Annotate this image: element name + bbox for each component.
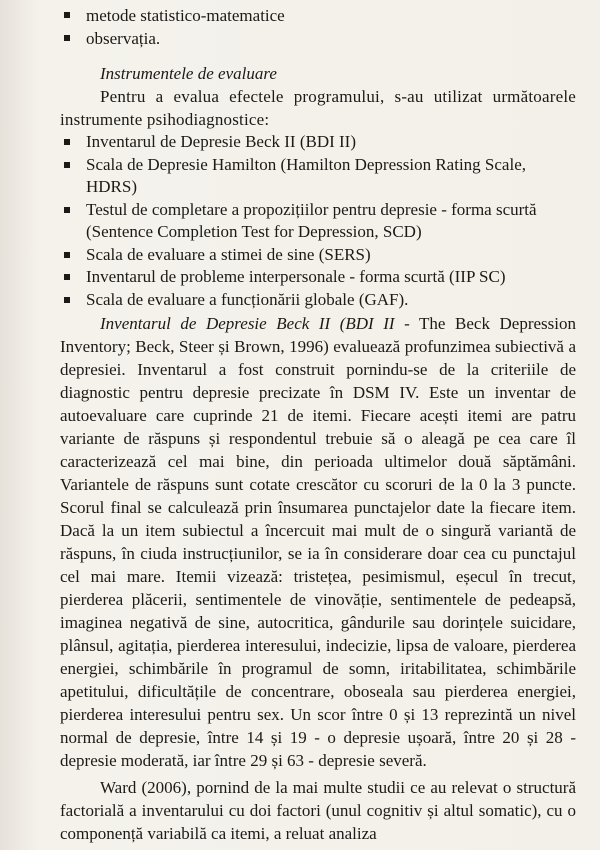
- list-item: Scala de evaluare a stimei de sine (SERS): [60, 244, 576, 267]
- bullet-icon: [64, 139, 70, 145]
- list-item: Scala de Depresie Hamilton (Hamilton Depression Rating Scale, HDRS): [60, 154, 576, 199]
- bdi-title: Inventarul de Depresie Beck II (BDI II: [100, 314, 395, 333]
- instruments-list: [60, 131, 576, 311]
- list-item: Inventarul de Depresie Beck II (BDI II): [60, 131, 576, 154]
- bullet-icon: [64, 274, 70, 280]
- list-item: Testul de completare a propozițiilor pentru depresie - forma scurtă (Sentence Completion Test for Depression, SCD): [60, 199, 576, 244]
- bdi-paragraph: [60, 312, 576, 772]
- list-item: Inventarul de probleme interpersonale - forma scurtă (IIP SC): [60, 266, 576, 289]
- methods-list: [60, 4, 576, 50]
- bullet-icon: [64, 297, 70, 303]
- bullet-icon: [64, 35, 70, 41]
- bullet-icon: [64, 207, 70, 213]
- intro-paragraph: Pentru a evalua efectele programului, s-au utilizat următoarele instrumente psihodiagnostice:: [60, 87, 576, 129]
- bullet-icon: [64, 12, 70, 18]
- ward-paragraph: Ward (2006), pornind de la mai multe studii ce au relevat o structură factorială a inventarului cu doi factori (unul cognitiv și altul somatic), cu o componență variabilă ca itemi, a reluat analiza: [60, 778, 576, 843]
- bullet-icon: [64, 162, 70, 168]
- bdi-text: - The Beck Depression Inventory; Beck, Steer și Brown, 1996) evaluează profunzimea subiectivă a depresiei. Inventarul a fost construit pornindu-se de la criteriile de diagnostic pentru depresie precizate în DSM IV. Este un inventar de autoevaluare care cuprinde 21 de itemi. Fiecare acești itemi are patru variante de răspuns și respondentul trebuie să o aleagă pe cea care îl caracterizează cel mai bine, din perioada ultimelor două săptămâni. Variantele de răspuns sunt cotate crescător cu scoruri de la 0 la 3 puncte. Scorul final se calculează prin însumarea punctajelor date la fiecare item. Dacă la un item subiectul a încercuit mai mult de o singură variantă de răspuns, în ciuda instrucțiunilor, se ia în considerare doar cea cu punctajul cel mai mare. Itemii vizează: tristețea, pesimismul, eșecul în trecut, pierderea plăcerii, sentimentele de vinovăție, sentimentele de pedeapsă, imaginea negativă de sine, autocritica, gândurile sau dorințele suicidare, plânsul, agitația, pierderea interesului, indecizie, lipsa de valoare, pierderea energiei, schimbările în programul de somn, iritabilitatea, schimbările apetitului, dificultățile de concentrare, oboseala sau pierderea energiei, pierderea interesului pentru sex. Un scor între 0 și 13 reprezintă un nivel normal de depresie, între 14 și 19 - o depresie ușoară, între 20 și 28 - depresie moderată, iar între 29 și 63 - depresie severă.: [60, 314, 576, 770]
- list-item: metode statistico-matematice: [60, 4, 576, 27]
- list-item: Scala de evaluare a funcționării globale (GAF).: [60, 289, 576, 312]
- bullet-icon: [64, 252, 70, 258]
- section-heading: Instrumentele de evaluare: [100, 64, 277, 83]
- list-item: observația.: [60, 27, 576, 50]
